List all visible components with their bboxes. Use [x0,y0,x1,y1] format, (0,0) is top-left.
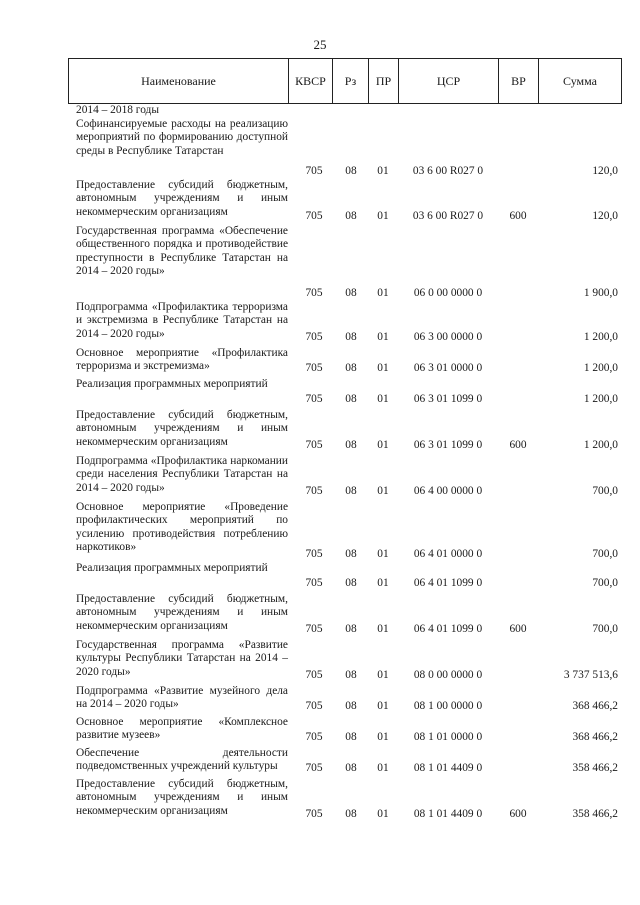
row-csr: 06 0 00 0000 0 [413,287,483,299]
header-pr: ПР [369,59,399,103]
header-csr: ЦСР [399,59,499,103]
table-header [68,58,622,104]
row-pr: 01 [377,669,389,681]
row-csr: 06 4 00 0000 0 [413,485,483,497]
row-csr: 08 0 00 0000 0 [413,669,483,681]
row-kvsr: 705 [305,393,323,405]
row-vr: 600 [509,210,527,222]
row-kvsr: 705 [305,331,323,343]
row-name: Предоставление субсидий бюджетным, автономным учреждениям и иным некоммерческим организациям [76,409,288,448]
row-kvsr: 705 [305,577,323,589]
row-pr: 01 [377,548,389,560]
table-row [68,225,622,301]
row-name: Реализация программных мероприятий [76,562,268,574]
row-pr: 01 [377,439,389,451]
table-row [68,747,622,778]
row-csr: 06 4 01 1099 0 [413,577,483,589]
table-row [68,562,622,593]
row-csr: 06 3 01 0000 0 [413,362,483,374]
row-csr: 03 6 00 R027 0 [412,210,484,222]
row-pr: 01 [377,485,389,497]
header-kvsr: КВСР [289,59,333,103]
row-csr: 08 1 01 4409 0 [413,762,483,774]
row-sum: 368 466,2 [572,700,618,712]
row-rz: 08 [345,700,357,712]
row-pr: 01 [377,623,389,635]
row-rz: 08 [345,393,357,405]
table-row [68,455,622,501]
table-row [68,639,622,685]
row-pr: 01 [377,362,389,374]
row-sum: 700,0 [592,548,618,560]
row-rz: 08 [345,362,357,374]
table-row [68,593,622,639]
row-rz: 08 [345,762,357,774]
table-row [68,685,622,716]
table-row [68,378,622,409]
row-csr: 06 3 00 0000 0 [413,331,483,343]
row-name: Предоставление субсидий бюджетным, автономным учреждениям и иным некоммерческим организациям [76,778,288,817]
row-kvsr: 705 [305,287,323,299]
row-rz: 08 [345,287,357,299]
row-sum: 3 737 513,6 [563,669,618,681]
row-csr: 08 1 01 0000 0 [413,731,483,743]
row-rz: 08 [345,731,357,743]
row-pr: 01 [377,331,389,343]
row-kvsr: 705 [305,669,323,681]
table-row [68,179,622,225]
row-sum: 700,0 [592,485,618,497]
row-pr: 01 [377,210,389,222]
row-sum: 1 200,0 [583,362,618,374]
row-kvsr: 705 [305,362,323,374]
row-kvsr: 705 [305,485,323,497]
row-pr: 01 [377,165,389,177]
row-kvsr: 705 [305,623,323,635]
table-row [68,716,622,747]
row-name: 2014 – 2018 годы [76,104,160,116]
row-pr: 01 [377,762,389,774]
row-kvsr: 705 [305,210,323,222]
row-name: Обеспечение деятельности подведомственных учреждений культуры [76,747,288,773]
row-kvsr: 705 [305,700,323,712]
row-name: Подпрограмма «Профилактика наркомании среди населения Республики Татарстан на 2014 – 2020 годы» [76,455,288,494]
row-pr: 01 [377,700,389,712]
table-row [68,301,622,347]
row-kvsr: 705 [305,808,323,820]
row-rz: 08 [345,577,357,589]
row-name: Основное мероприятие «Комплексное развитие музеев» [76,716,288,742]
row-kvsr: 705 [305,439,323,451]
row-sum: 1 200,0 [583,439,618,451]
row-vr: 600 [509,623,527,635]
row-rz: 08 [345,331,357,343]
row-name: Предоставление субсидий бюджетным, автономным учреждениям и иным некоммерческим организациям [76,179,288,218]
row-csr: 08 1 00 0000 0 [413,700,483,712]
row-pr: 01 [377,287,389,299]
row-name: Реализация программных мероприятий [76,378,268,390]
row-name: Государственная программа «Развитие культуры Республики Татарстан на 2014 – 2020 годы» [76,639,288,678]
row-pr: 01 [377,393,389,405]
header-vr: ВР [499,59,539,103]
row-csr: 08 1 01 4409 0 [413,808,483,820]
row-sum: 120,0 [592,210,618,222]
row-name: Предоставление субсидий бюджетным, автономным учреждениям и иным некоммерческим организациям [76,593,288,632]
row-name: Основное мероприятие «Профилактика терроризма и экстремизма» [76,347,288,373]
row-kvsr: 705 [305,165,323,177]
row-vr: 600 [509,808,527,820]
row-sum: 368 466,2 [572,731,618,743]
table-row [68,501,622,562]
table-row [68,118,622,179]
row-rz: 08 [345,165,357,177]
row-pr: 01 [377,808,389,820]
row-rz: 08 [345,210,357,222]
row-rz: 08 [345,669,357,681]
row-kvsr: 705 [305,762,323,774]
row-kvsr: 705 [305,731,323,743]
row-kvsr: 705 [305,548,323,560]
row-csr: 06 4 01 1099 0 [413,623,483,635]
row-rz: 08 [345,808,357,820]
row-rz: 08 [345,439,357,451]
row-pr: 01 [377,577,389,589]
row-sum: 1 200,0 [583,331,618,343]
row-sum: 358 466,2 [572,762,618,774]
header-rz: Рз [333,59,369,103]
row-rz: 08 [345,623,357,635]
page-number: 25 [313,37,327,52]
row-name: Софинансируемые расходы на реализацию мероприятий по формированию доступной среды в Республике Татарстан [76,118,288,157]
row-csr: 06 3 01 1099 0 [413,393,483,405]
row-csr: 06 3 01 1099 0 [413,439,483,451]
row-sum: 120,0 [592,165,618,177]
row-sum: 700,0 [592,577,618,589]
row-name: Государственная программа «Обеспечение общественного порядка и противодействие преступности в Республике Татарстан на 2014 – 2020 годы» [76,225,288,278]
table-row [68,409,622,455]
table-body [68,104,622,824]
header-sum: Сумма [563,73,597,88]
table-row [68,778,622,824]
row-sum: 700,0 [592,623,618,635]
header-name: Наименование [69,59,289,103]
row-sum: 1 900,0 [583,287,618,299]
table-row [68,347,622,378]
table-row [68,104,622,118]
row-csr: 03 6 00 R027 0 [412,165,484,177]
row-pr: 01 [377,731,389,743]
row-sum: 358 466,2 [572,808,618,820]
row-rz: 08 [345,485,357,497]
row-name: Подпрограмма «Развитие музейного дела на 2014 – 2020 годы» [76,685,288,711]
row-name: Подпрограмма «Профилактика терроризма и экстремизма в Республике Татарстан на 2014 – 2020 годы» [76,301,288,340]
row-rz: 08 [345,548,357,560]
row-vr: 600 [509,439,527,451]
row-sum: 1 200,0 [583,393,618,405]
row-name: Основное мероприятие «Проведение профилактических мероприятий по усилению противодействия потреблению наркотиков» [76,501,288,554]
row-csr: 06 4 01 0000 0 [413,548,483,560]
